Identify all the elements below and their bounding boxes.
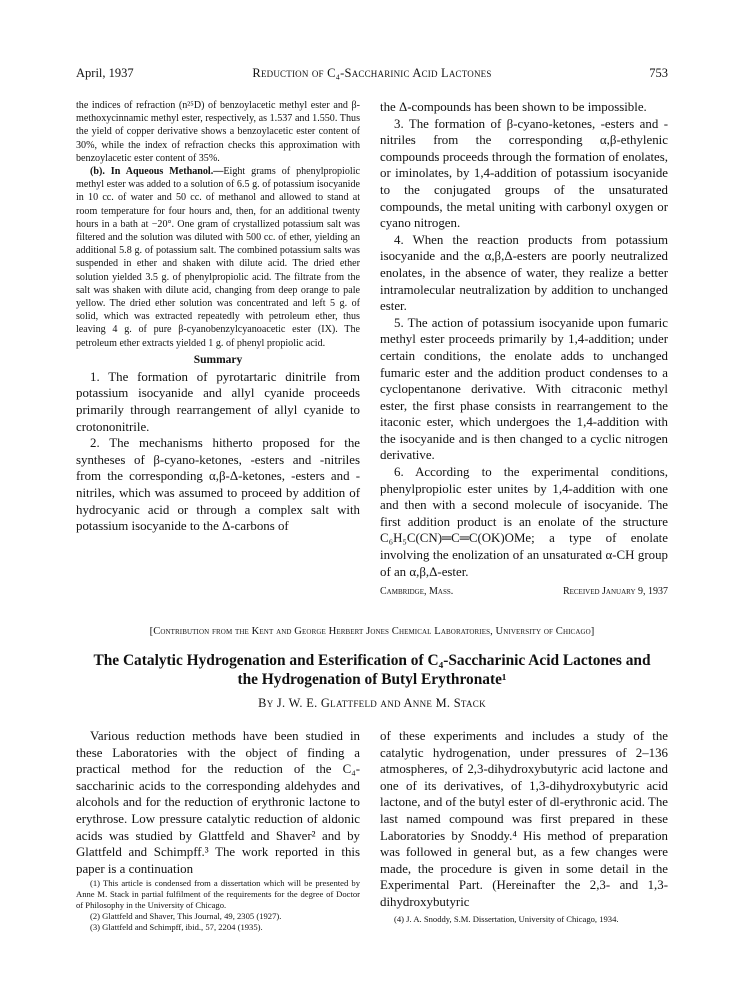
summary-item-5: 5. The action of potassium isocyanide upon fumaric methyl ester proceeds primarily by 1,4-addition; under certain conditions, the enolate adds to unchanged fumaric ester and the addition product condenses to a cyclopentanone derivative. With citraconic methyl ester, the first phase consists in rearrangement to the itaconic ester, which undergoes the 1,4-addition with the isocyanide and is then changed to a cyclic nitrogen derivative. <box>380 315 668 463</box>
header-date: April, 1937 <box>76 66 134 80</box>
left-column-lower <box>76 728 360 933</box>
article-title <box>76 651 668 689</box>
summary-heading: Summary <box>193 353 243 366</box>
paragraph-aqueous-methanol <box>76 165 360 350</box>
signoff <box>380 584 668 601</box>
footnotes-right <box>380 914 668 925</box>
right-column-lower <box>380 728 668 925</box>
page-number: 753 <box>649 66 668 80</box>
contribution-line: [Contribution from the Kent and George Herbert Jones Chemical Laboratories, University of Chicago] <box>149 626 595 637</box>
running-header <box>76 66 668 86</box>
footnote-2: (2) Glattfeld and Shaver, This Journal, 49, 2305 (1927). <box>90 911 282 922</box>
article-title-line-2: the Hydrogenation of Butyl Erythronate¹ <box>237 671 507 688</box>
paragraph-refraction: the indices of refraction (n²⁵D) of benzoylacetic methyl ester and β-methoxycinnamic methyl ester, respectively, as 1.537 and 1.550. Thus the yield of copper derivative shows a benzoylacetic ester content of 30%, while the index of refraction checks this approximation with benzoylacetic ester content of 35%. <box>76 100 360 164</box>
summary-item-4: 4. When the reaction products from potassium isocyanide and the α,β,Δ-esters are poorly neutralized enolates, in the absence of water, they realize a better intramolecular neutralization by addition to unchanged ester. <box>380 232 668 314</box>
article-intro-right: of these experiments and includes a study of the catalytic hydrogenation, under pressures of 2–136 atmospheres, of 2,3-dihydroxybutyric acid lactone and one of its derivatives, of 1,3-dihydroxybutyric acid lactone, and of the butyl ester of dl-erythronic acid. The last named compound was first prepared in these Laboratories by Snoddy.⁴ His method of preparation was followed in general but, as a few changes were made, the procedure is given in some detail in the Experimental Part. (Hereinafter the 2,3- and 1,3-dihydroxybutyric <box>380 729 668 909</box>
footnote-3: (3) Glattfeld and Schimpff, ibid., 57, 2204 (1935). <box>90 922 263 933</box>
left-column-upper <box>76 99 360 535</box>
article-title-line-1: The Catalytic Hydrogenation and Esterification of C₄-Saccharinic Acid Lactones and <box>93 652 651 669</box>
summary-continuation: the Δ-compounds has been shown to be impossible. <box>380 100 647 114</box>
signoff-location: Cambridge, Mass. <box>380 586 454 598</box>
footnote-4: (4) J. A. Snoddy, S.M. Dissertation, University of Chicago, 1934. <box>394 913 619 924</box>
right-column-upper <box>380 99 668 601</box>
summary-item-6: 6. According to the experimental conditions, phenylpropiolic ester unites by 1,4-addition with one and then with a second molecule of isocyanide. The first addition product is an enolate of the structure C₆H₅C(CN)═C═C(OK)OMe; a type of enolate involving the enolization of an unsaturated α-CH group of an α,β,Δ-ester. <box>380 465 668 579</box>
summary-item-3: 3. The formation of β-cyano-ketones, -esters and -nitriles from the corresponding α,β-ethylenic compounds proceeds through the formation of enolates, or iminolates, by 1,4-addition of potassium isocyanide to the conjugated groups of the unsaturated compounds, the metal uniting with carbonyl oxygen or cyano nitrogen. <box>380 116 668 231</box>
footnotes-left <box>76 878 360 933</box>
summary-item-2: 2. The mechanisms hitherto proposed for the syntheses of β-cyano-ketones, -esters and -nitriles from the corresponding α,β-Δ-ketones, -esters and -nitriles, which was assumed to proceed by addition of hydrocyanic acid or through a complex salt with potassium isocyanide to the Δ-carbons of <box>76 436 360 534</box>
article-intro-left: Various reduction methods have been studied in these Laboratories with the object of finding a practical method for the reduction of the C₄-saccharinic acids to the corresponding aldehydes and alcohols and for the reduction of erythronic lactone to erythrose. Low pressure catalytic reduction of aldonic acids was studied by Glattfeld and Shaver² and by Glattfeld and Schimpff.³ The work reported in this paper is a continuation <box>76 729 360 876</box>
subsection-text: Eight grams of phenylpropiolic methyl ester was added to a solution of 6.5 g. of potassium isocyanide in 10 cc. of water and 50 cc. of methanol and allowed to stand at room temperature for four hours and, then, for an additional twenty hours in a bath at −20°. One gram of crystallized potassium salt was filtered and the solution was diluted with 500 cc. of ether, yielding an additional 5.8 g. of potassium salt. The combined potassium salts was suspended in ether and shaken with dilute acid. The dried ether solution yielded 3.5 g. of phenylpropiolic acid. The filtrate from the salt was shaken with dilute acid, changing from deep orange to pale yellow. The dried ether solution was concentrated and left 5 g. of solid, which was extracted repeatedly with petroleum ether, thus leaving 4 g. of pure β-cyanobenzylcyanoacetic ester (IX). The petroleum ether extracts yielded 1 g. of phenyl propiolic acid. <box>76 166 360 349</box>
footnote-1: (1) This article is condensed from a dissertation which will be presented by Anne M. Stack in partial fulfilment of the requirements for the degree of Doctor of Philosophy in the University of Chicago. <box>76 878 360 911</box>
subsection-label: (b). In Aqueous Methanol.— <box>90 166 224 178</box>
article-authors: By J. W. E. Glattfeld and Anne M. Stack <box>258 696 486 710</box>
signoff-received: Received January 9, 1937 <box>562 586 668 598</box>
header-title: Reduction of C₄-Saccharinic Acid Lactones <box>252 66 492 80</box>
summary-item-1: 1. The formation of pyrotartaric dinitrile from potassium isocyanide and allyl cyanide proceeds primarily through rearrangement of allyl cyanide to crotononitrile. <box>76 369 360 434</box>
